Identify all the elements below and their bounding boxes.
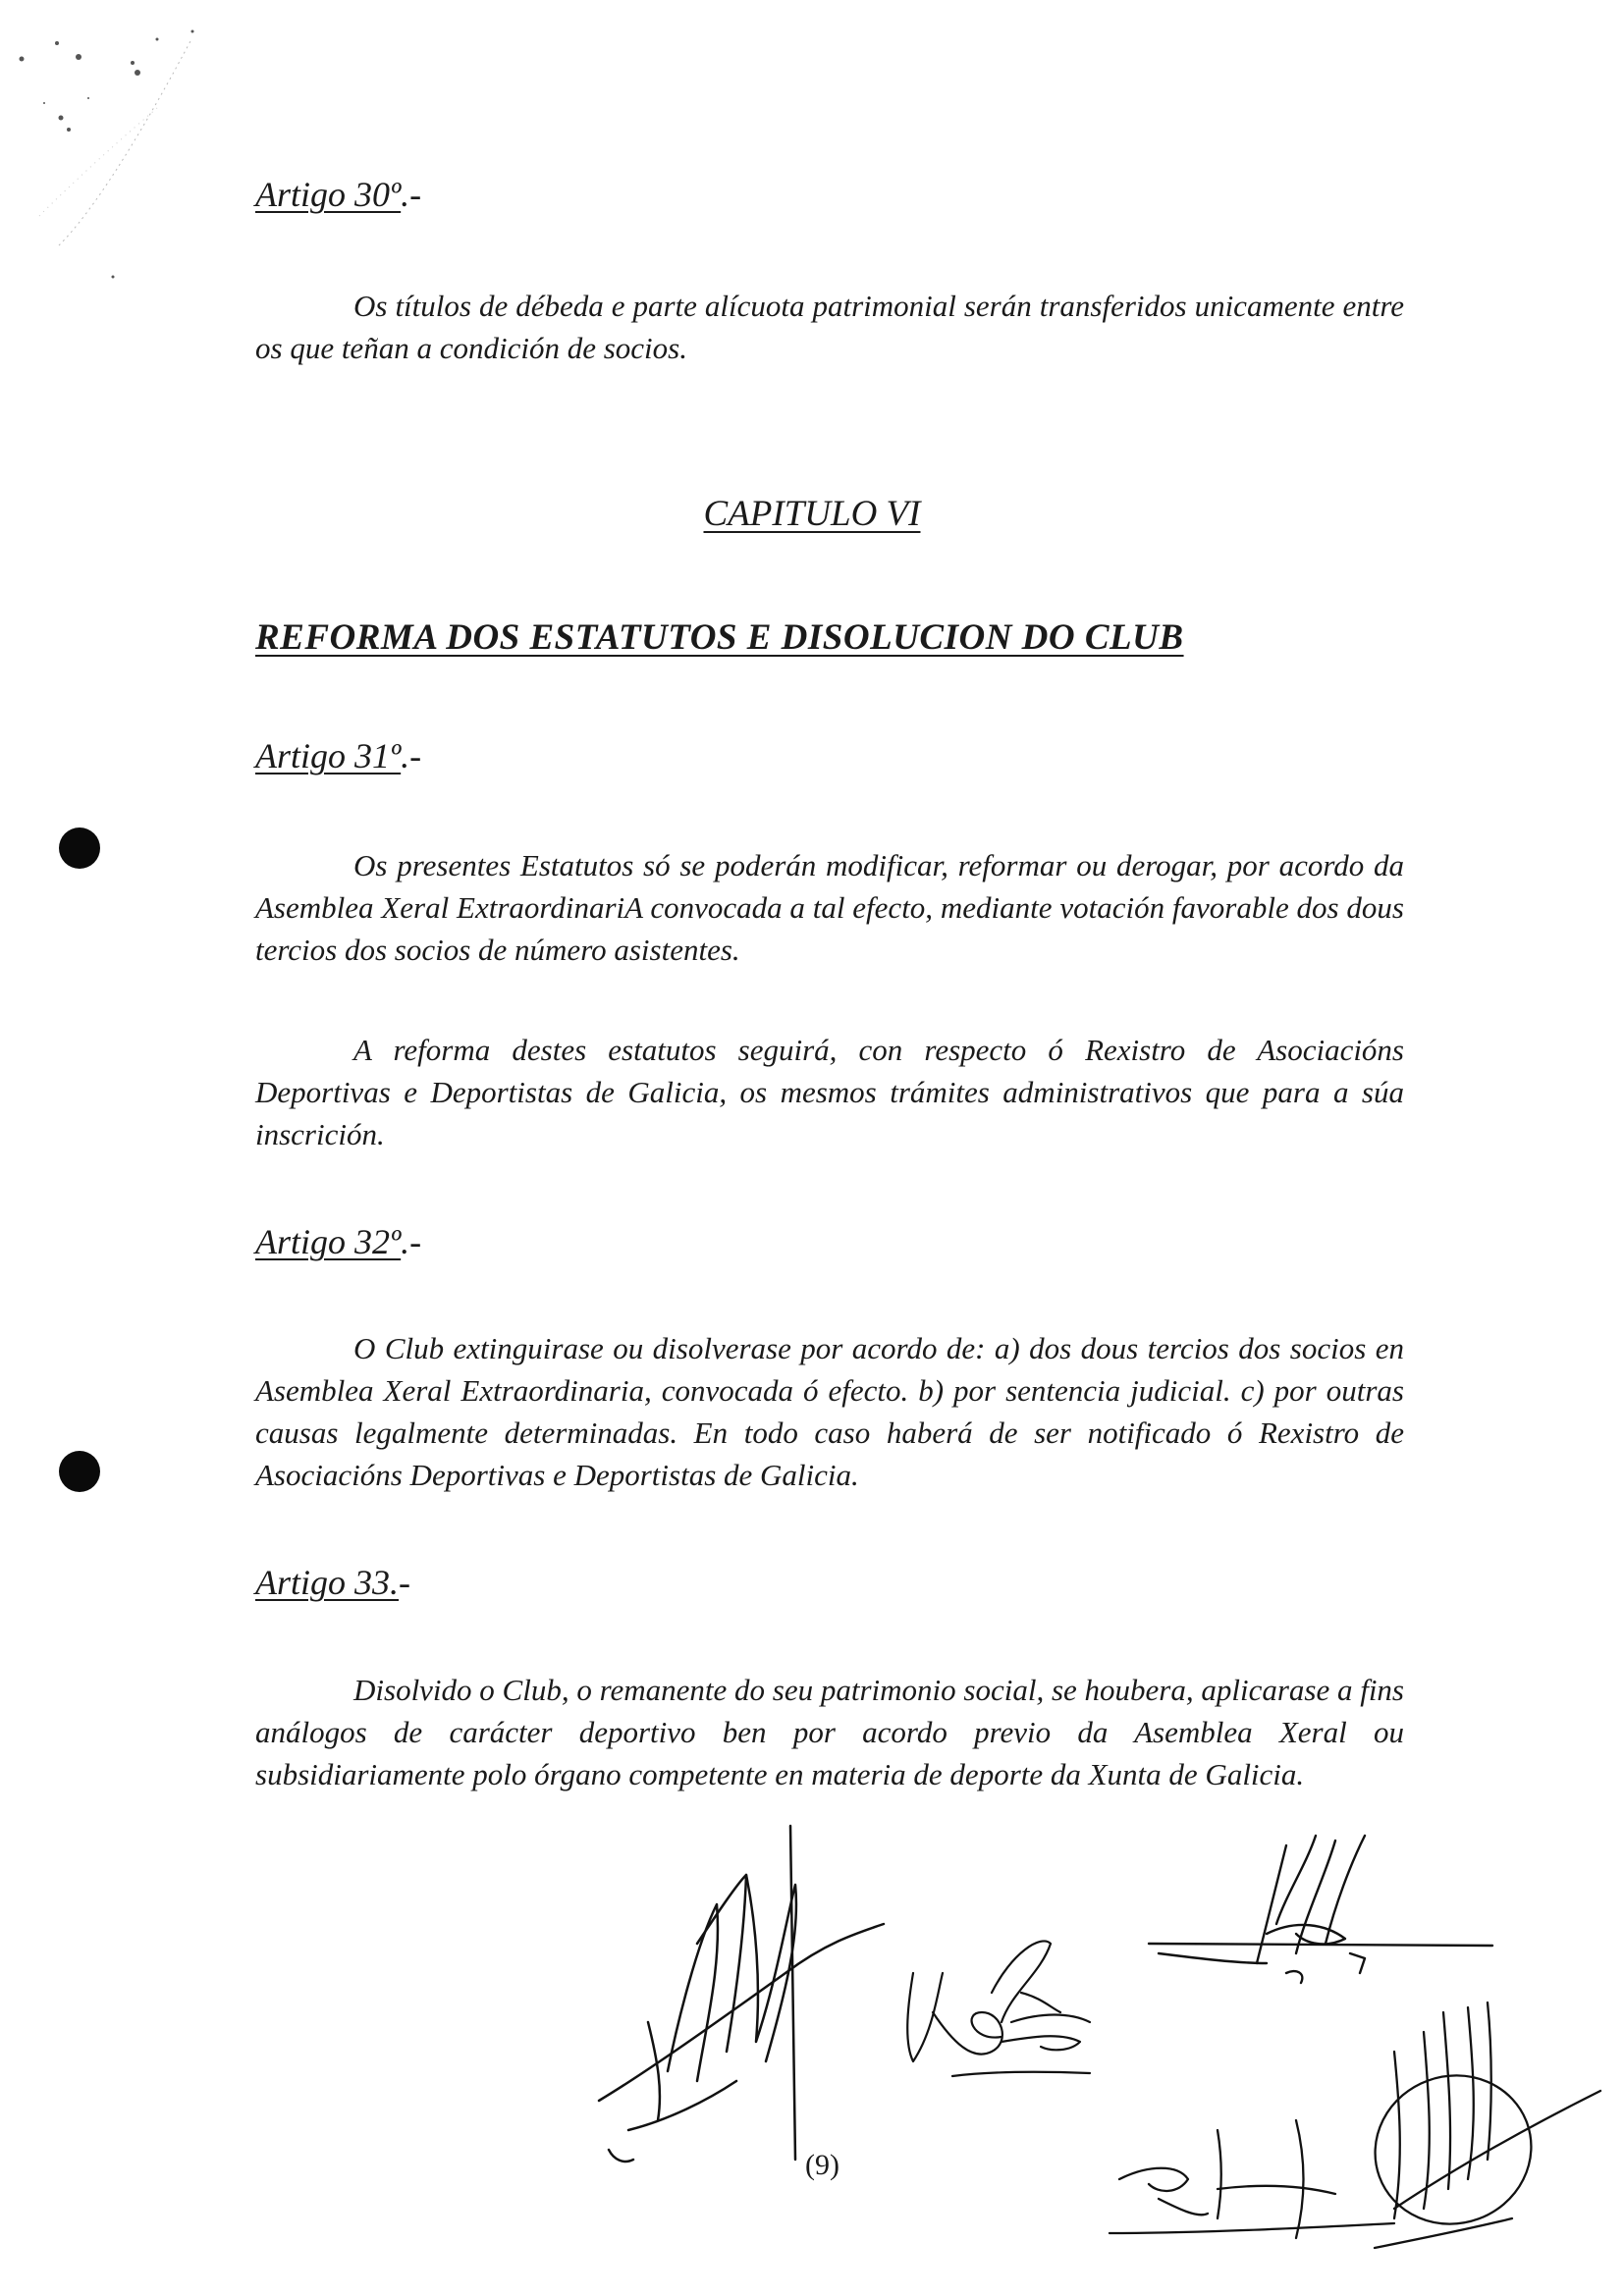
signature-1 — [589, 1826, 903, 2179]
article-30-paragraph: Os títulos de débeda e parte alícuota patrimonial serán transferidos unicamente entre os que teñan a condición de socios. — [255, 289, 1404, 365]
article-30-heading: Artigo 30º.- — [255, 175, 422, 214]
page-number: (9) — [805, 2149, 839, 2181]
article-31-paragraph-1: Os presentes Estatutos só se poderán modificar, reformar ou derogar, por acordo da Asemblea Xeral ExtraordinariA convocada a tal efecto, mediante votación favorable dos dous tercios dos socios de número asistentes. — [255, 848, 1404, 967]
scan-noise — [0, 0, 196, 294]
punch-hole-lower — [59, 1451, 100, 1492]
signature-4 — [1100, 1993, 1610, 2287]
article-32-paragraph: O Club extinguirase ou disolverase por acordo de: a) dos dous tercios dos socios en Asemblea Xeral Extraordinaria, convocada ó efecto. b) por sentencia judicial. c) por outras causas legalmente determinadas. En todo caso haberá de ser notificado ó Rexistro de Asociacións Deportivas e Deportistas de Galicia. — [255, 1331, 1404, 1492]
signature-3 — [1139, 1826, 1512, 2002]
article-31-heading: Artigo 31º.- — [255, 736, 422, 775]
article-33-paragraph: Disolvido o Club, o remanente do seu patrimonio social, se houbera, aplicarase a fins análogos de carácter deportivo ben por acordo previo da Asemblea Xeral ou subsidiariamente polo órgano competente en materia de deporte da Xunta de Galicia. — [255, 1673, 1404, 1791]
chapter-number: CAPITULO VI — [703, 494, 921, 534]
article-32-heading: Artigo 32º.- — [255, 1222, 422, 1261]
signature-2 — [893, 1914, 1110, 2091]
punch-hole-upper — [59, 828, 100, 869]
chapter-title: REFORMA DOS ESTATUTOS E DISOLUCION DO CLUB — [255, 617, 1184, 658]
article-33-heading: Artigo 33.- — [255, 1563, 411, 1602]
article-31-paragraph-2: A reforma destes estatutos seguirá, con respecto ó Rexistro de Asociacións Deportivas e Deportistas de Galicia, os mesmos trámites administrativos que para a súa inscrición. — [255, 1033, 1404, 1151]
